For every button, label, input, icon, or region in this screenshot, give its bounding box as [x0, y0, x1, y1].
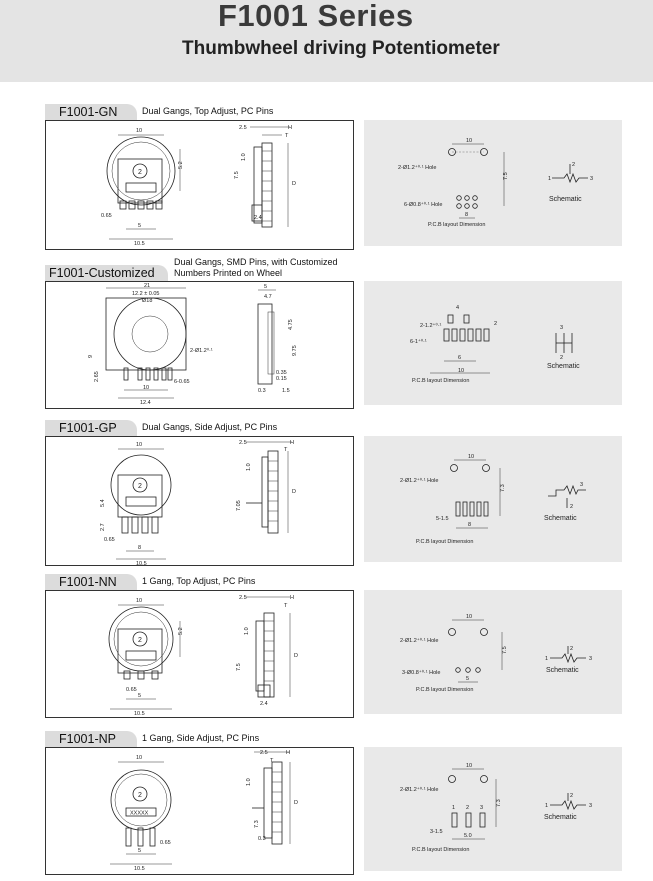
dim-d3: H: [290, 440, 294, 446]
dim-h4: 9.75: [292, 345, 298, 356]
mechanical-drawing-np: [46, 748, 355, 876]
pcb-a: 4: [456, 305, 460, 311]
sch-pin1: 1: [548, 176, 552, 182]
section-tab-customized: F1001-Customized: [45, 265, 168, 282]
pcb-panel-np: [364, 747, 622, 871]
mechanical-drawing-nn: [46, 591, 355, 719]
dim-d4: 7.05: [236, 500, 242, 511]
sch-pin3: 3: [560, 325, 564, 331]
dim-w: 10: [136, 598, 143, 604]
drawing-panel-nn: [45, 590, 354, 718]
pcb-pitch: 6: [458, 355, 462, 361]
pcb-caption: P.C.B layout Dimension: [428, 222, 486, 228]
pcb-panel-customized: [364, 281, 622, 405]
dim-base: 10.5: [134, 866, 145, 872]
pin-2-label: 2: [138, 169, 142, 176]
sch-pin1: 1: [545, 656, 549, 662]
pcb-w: 10: [458, 368, 465, 374]
pcb-pads: 6-1⁺⁰·¹: [410, 339, 427, 345]
dim-d6: 1.0: [246, 463, 252, 471]
dim-pin: 0.65: [104, 537, 115, 543]
dim-h2: 2.65: [94, 371, 100, 382]
sch-pin1: 1: [545, 803, 549, 809]
dim-base: 10.5: [134, 711, 145, 717]
pcb-caption: P.C.B layout Dimension: [416, 687, 474, 693]
pcb-caption: P.C.B layout Dimension: [416, 539, 474, 545]
pcb-pads: 5-1.5: [436, 516, 449, 522]
section-tab-nn: F1001-NN: [45, 574, 137, 591]
pcb-panel-gn: [364, 120, 622, 246]
wheel-marking: XXXXX: [130, 810, 149, 817]
sch-pin2: 2: [570, 793, 574, 799]
section-tab-gn: F1001-GN: [45, 104, 137, 121]
pcb-hole: 2-1.2⁺⁰·¹: [420, 323, 442, 329]
section-tab-np: F1001-NP: [45, 731, 137, 748]
page-header: [0, 0, 653, 82]
pcb-pads: 3-1.5: [430, 829, 443, 835]
pcb-w: 10: [468, 454, 475, 460]
dim-hole: 2-Ø1.2⁰·¹: [190, 348, 213, 354]
dim-d1: 2.5: [239, 125, 247, 131]
pcb-hole: 2-Ø1.2⁺⁰·¹ Hole: [400, 478, 439, 484]
dim-d1: 2.5: [239, 440, 247, 446]
schematic-caption: Schematic: [544, 515, 577, 522]
dim-pitch: 5: [138, 848, 142, 854]
section-desc-nn: 1 Gang, Top Adjust, PC Pins: [142, 576, 256, 586]
dim-d5: D: [292, 181, 296, 187]
pcb-h: 7.5: [502, 646, 508, 654]
pcb-pitch: 8: [465, 212, 469, 218]
pcb-pin1: 1: [452, 805, 456, 811]
mechanical-drawing-gp: [46, 437, 355, 567]
dim-d6: 2.4: [260, 701, 268, 707]
dim-d4: 7.3: [254, 820, 260, 828]
dim-h3: 4.75: [288, 319, 294, 330]
pcb-w: 10: [466, 763, 473, 769]
dim-h7: 0.3: [258, 388, 266, 394]
dim-h6: 0.15: [276, 376, 287, 382]
pcb-pitch: 8: [468, 522, 472, 528]
pcb-h: 7.5: [503, 172, 509, 180]
sch-pin3: 3: [580, 482, 584, 488]
dim-w: 10: [136, 128, 143, 134]
page-title: F1001 Series: [218, 0, 414, 33]
pcb-drawing-customized: [364, 281, 622, 405]
sch-pin2: 2: [570, 504, 574, 510]
dim-pin: 0.65: [101, 213, 112, 219]
pcb-w: 10: [466, 614, 473, 620]
schematic-caption: Schematic: [547, 363, 580, 370]
dim-d2: T: [270, 758, 274, 764]
schematic-caption: Schematic: [546, 667, 579, 674]
drawing-panel-gn: [45, 120, 354, 250]
section-desc-gn: Dual Gangs, Top Adjust, PC Pins: [142, 106, 274, 116]
page-subtitle: Thumbwheel driving Potentiometer: [182, 38, 500, 59]
dim-d6: 1.0: [246, 778, 252, 786]
sch-pin2: 2: [570, 646, 574, 652]
pcb-panel-gp: [364, 436, 622, 562]
pcb-h: 7.3: [500, 484, 506, 492]
pcb-w: 10: [466, 138, 473, 144]
dim-pitch: 10: [143, 385, 150, 391]
dim-w: 10: [136, 755, 143, 761]
mechanical-drawing-customized: [46, 282, 355, 410]
mechanical-drawing-gn: [46, 121, 355, 251]
dim-w: 10: [136, 442, 143, 448]
pcb-b: 2: [494, 321, 498, 327]
dim-pitch: 5: [138, 693, 142, 699]
dim-d7: 0.3: [258, 836, 266, 842]
pcb-pin2: 2: [466, 805, 470, 811]
pcb-panel-nn: [364, 590, 622, 714]
section-desc-gp: Dual Gangs, Side Adjust, PC Pins: [142, 422, 278, 432]
dim-d5: D: [294, 800, 298, 806]
pin-2-label: 2: [138, 637, 142, 644]
dim-d: Ø18: [142, 298, 153, 304]
dim-t2: 4.7: [264, 294, 272, 300]
pcb-drawing-gn: [364, 120, 622, 246]
dim-d2: T: [285, 133, 289, 139]
pcb-pitch: 5.0: [464, 833, 472, 839]
dim-t: 5: [264, 284, 268, 290]
dim-base: 10.5: [136, 561, 147, 567]
sch-pin3: 3: [589, 656, 593, 662]
dim-pin: 0.65: [160, 840, 171, 846]
dim-w2: 12.2 ± 0.05: [132, 291, 160, 297]
pin-2-label: 2: [138, 792, 142, 799]
pcb-caption: P.C.B layout Dimension: [412, 378, 470, 384]
schematic-caption: Schematic: [549, 196, 582, 203]
dim-d3: H: [288, 125, 292, 131]
dim-d3: H: [286, 750, 290, 756]
sch-pin3: 3: [590, 176, 594, 182]
pcb-h: 7.3: [496, 799, 502, 807]
dim-d7: 1.0: [241, 153, 247, 161]
dim-h: 5.2: [178, 161, 184, 169]
drawing-panel-np: [45, 747, 354, 875]
pcb-drawing-np: [364, 747, 622, 871]
dim-pitch: 5: [138, 223, 142, 229]
dim-pin: 6-0.65: [174, 379, 190, 385]
pcb-pads: 3-Ø0.8⁺⁰·¹ Hole: [402, 670, 441, 676]
dim-d4: 7.5: [236, 663, 242, 671]
section-desc-customized: Dual Gangs, SMD Pins, with Customized Numbers Printed on Wheel: [174, 257, 338, 278]
drawing-panel-gp: [45, 436, 354, 566]
dim-base: 12.4: [140, 400, 151, 406]
dim-d4: 7.5: [234, 171, 240, 179]
pcb-hole: 2-Ø1.2⁺⁰·¹ Hole: [398, 165, 437, 171]
pcb-caption: P.C.B layout Dimension: [412, 847, 470, 853]
dim-h: 5.2: [178, 627, 184, 635]
dim-pitch: 8: [138, 545, 142, 551]
schematic-caption: Schematic: [544, 814, 577, 821]
dim-pin: 0.65: [126, 687, 137, 693]
dim-d6: 2.4: [254, 215, 262, 221]
dim-d5: D: [292, 489, 296, 495]
dim-base: 10.5: [134, 241, 145, 247]
dim-d2: T: [284, 603, 288, 609]
section-tab-gp: F1001-GP: [45, 420, 137, 437]
dim-h: 5.4: [100, 499, 106, 507]
dim-h: 9: [88, 354, 94, 358]
pcb-pads: 6-Ø0.8⁺⁰·¹ Hole: [404, 202, 443, 208]
pcb-pin3: 3: [480, 805, 484, 811]
drawing-panel-customized: [45, 281, 354, 409]
sch-pin2: 2: [572, 162, 576, 168]
pcb-drawing-gp: [364, 436, 622, 562]
dim-h2: 2.7: [100, 523, 106, 531]
pcb-hole: 2-Ø1.2⁺⁰·¹ Hole: [400, 787, 439, 793]
dim-d7: 1.0: [244, 627, 250, 635]
dim-d1: 2.5: [239, 595, 247, 601]
sch-pin3: 3: [589, 803, 593, 809]
pcb-hole: 2-Ø1.2⁺⁰·¹ Hole: [400, 638, 439, 644]
pcb-pitch: 5: [466, 676, 470, 682]
section-desc-np: 1 Gang, Side Adjust, PC Pins: [142, 733, 260, 743]
dim-w: 21: [144, 283, 151, 289]
pcb-drawing-nn: [364, 590, 622, 714]
dim-h5: 0.35: [276, 370, 287, 376]
pin-2-label: 2: [138, 483, 142, 490]
dim-d1: 2.5: [260, 750, 268, 756]
dim-d3: H: [290, 595, 294, 601]
dim-d5: D: [294, 653, 298, 659]
dim-h8: 1.5: [282, 388, 290, 394]
sch-pin2: 2: [560, 355, 564, 361]
dim-d2: T: [284, 447, 288, 453]
